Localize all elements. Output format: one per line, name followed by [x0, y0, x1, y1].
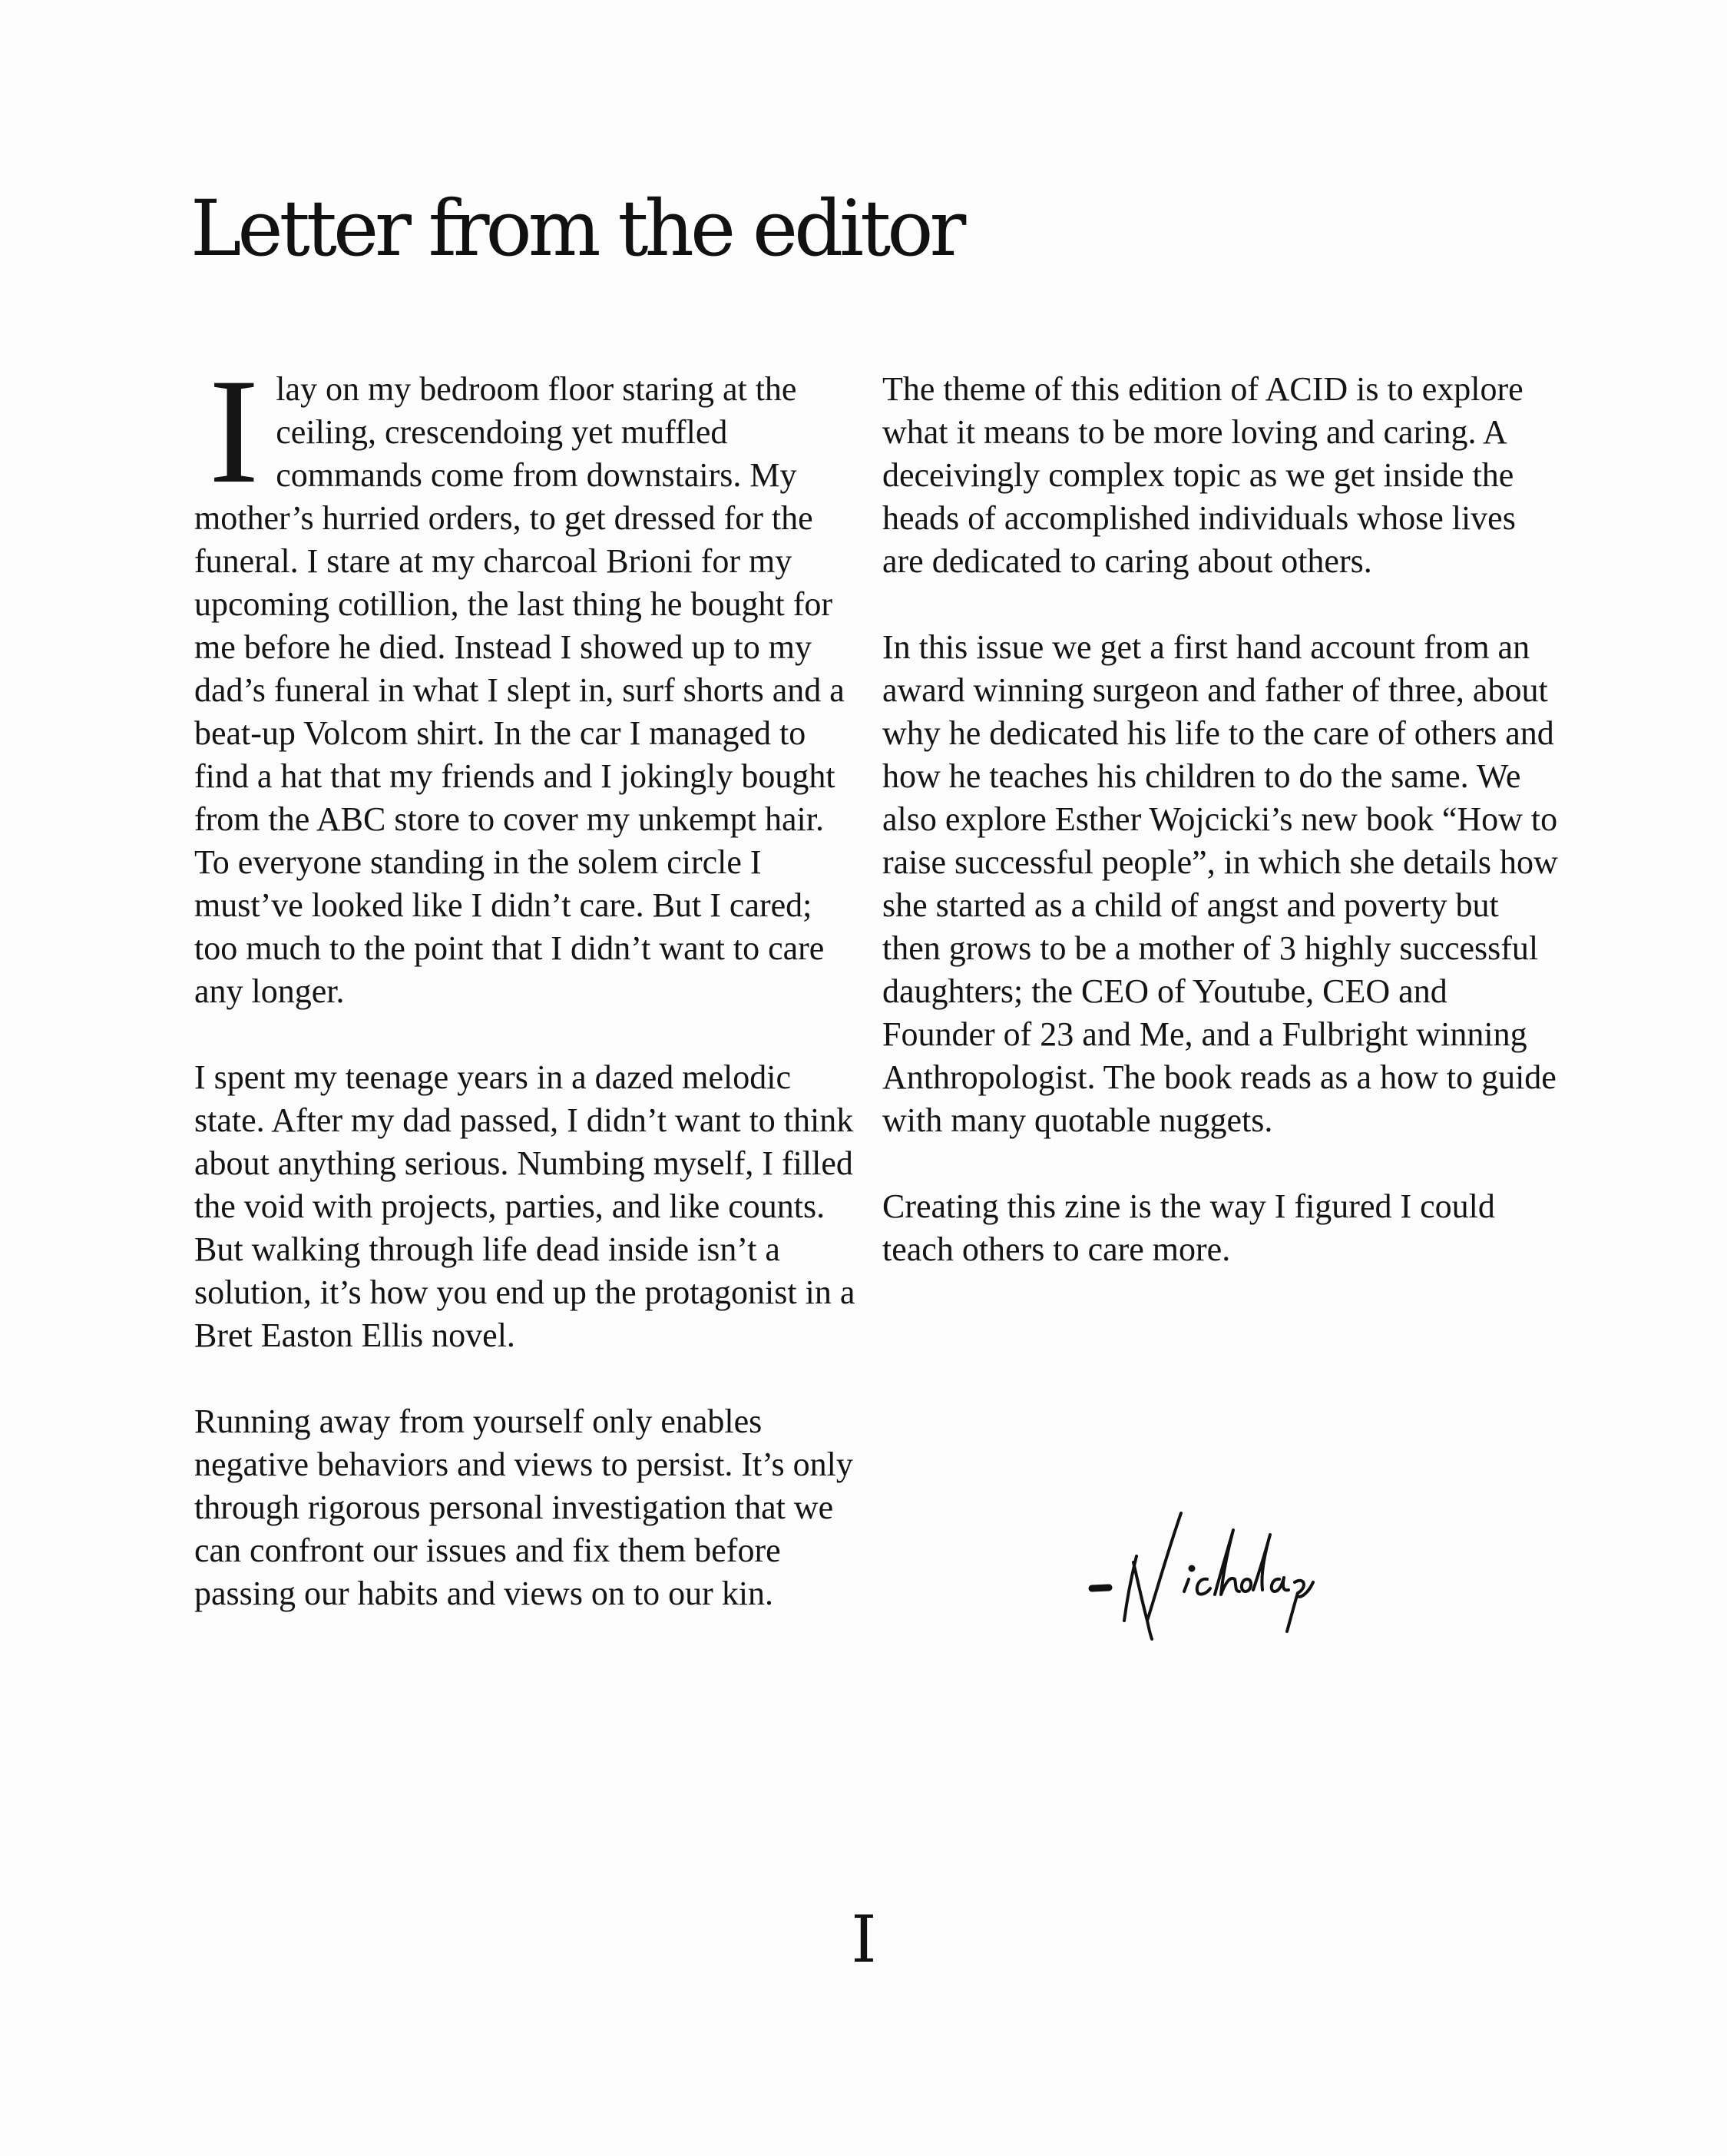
- paragraph-intro-text: lay on my bedroom floor staring at the ceiling, crescendoing yet muffled commands come from downstairs. My mother’s hurried orders, to get dressed for the funeral. I stare at my charcoal Brioni for my upcoming cotillion, the last thing he bought for me before he died. Instead I showed up to my dad’s funeral in what I slept in, surf shorts and a beat-up Volcom shirt. In the car I managed to find a hat that my friends and I jokingly bought from the ABC store to cover my unkempt hair. To everyone standing in the solem circle I must’ve looked like I didn’t care. But I cared; too much to the point that I didn’t want to care any longer.: [194, 370, 845, 1010]
- paragraph-theme: The theme of this edition of ACID is to explore what it means to be more loving and caring. A deceivingly complex topic as we get inside the heads of accomplished individuals whose lives are dedicated to caring about others.: [882, 370, 1524, 580]
- paragraph-running-away: Running away from yourself only enables negative behaviors and views to persist. It’s only through rigorous personal investigation that we can confront our issues and fix them before passing our habits and views on to our kin.: [194, 1403, 853, 1612]
- signature-letter-a: [1272, 1578, 1289, 1591]
- signature-letter-c: [1197, 1579, 1210, 1595]
- page-title: Letter from the editor: [190, 184, 963, 273]
- paragraph-in-this-issue: In this issue we get a first hand account from an award winning surgeon and father of three, about why he dedicated his life to the care of others and how he teaches his children to do the same. We also explore Esther Wojcicki’s new book “How to raise successful people”, in which she details how she started as a child of angst and poverty but then grows to be a mother of 3 highly successful daughters; the CEO of Youtube, CEO and Founder of 23 and Me, and a Fulbright winning Anthropologist. The book reads as a how to guide with many quotable nuggets.: [882, 628, 1558, 1139]
- paragraph-intro: [194, 348, 862, 1013]
- left-column: [194, 348, 862, 1615]
- page-number: I: [851, 1902, 877, 1977]
- paragraph-closing: Creating this zine is the way I figured I could teach others to care more.: [882, 1187, 1495, 1268]
- paragraph-teenage-years: I spent my teenage years in a dazed melodic state. After my dad passed, I didn’t want to think about anything serious. Numbing myself, I filled the void with projects, parties, and like counts. But walking through life dead inside isn’t a solution, it’s how you end up the protagonist in a Bret Easton Ellis novel.: [194, 1058, 855, 1354]
- signature-letter-i: [1184, 1579, 1189, 1591]
- signature-letter-n: [1124, 1513, 1181, 1621]
- signature-letter-s: [1287, 1581, 1313, 1631]
- signature-letter-h: [1215, 1530, 1239, 1595]
- signature-letter-l: [1253, 1535, 1270, 1590]
- signature-nicholas: [1083, 1505, 1336, 1644]
- signature-letter-o: [1242, 1579, 1251, 1591]
- drop-cap: I: [209, 348, 260, 515]
- right-column: [882, 368, 1558, 1271]
